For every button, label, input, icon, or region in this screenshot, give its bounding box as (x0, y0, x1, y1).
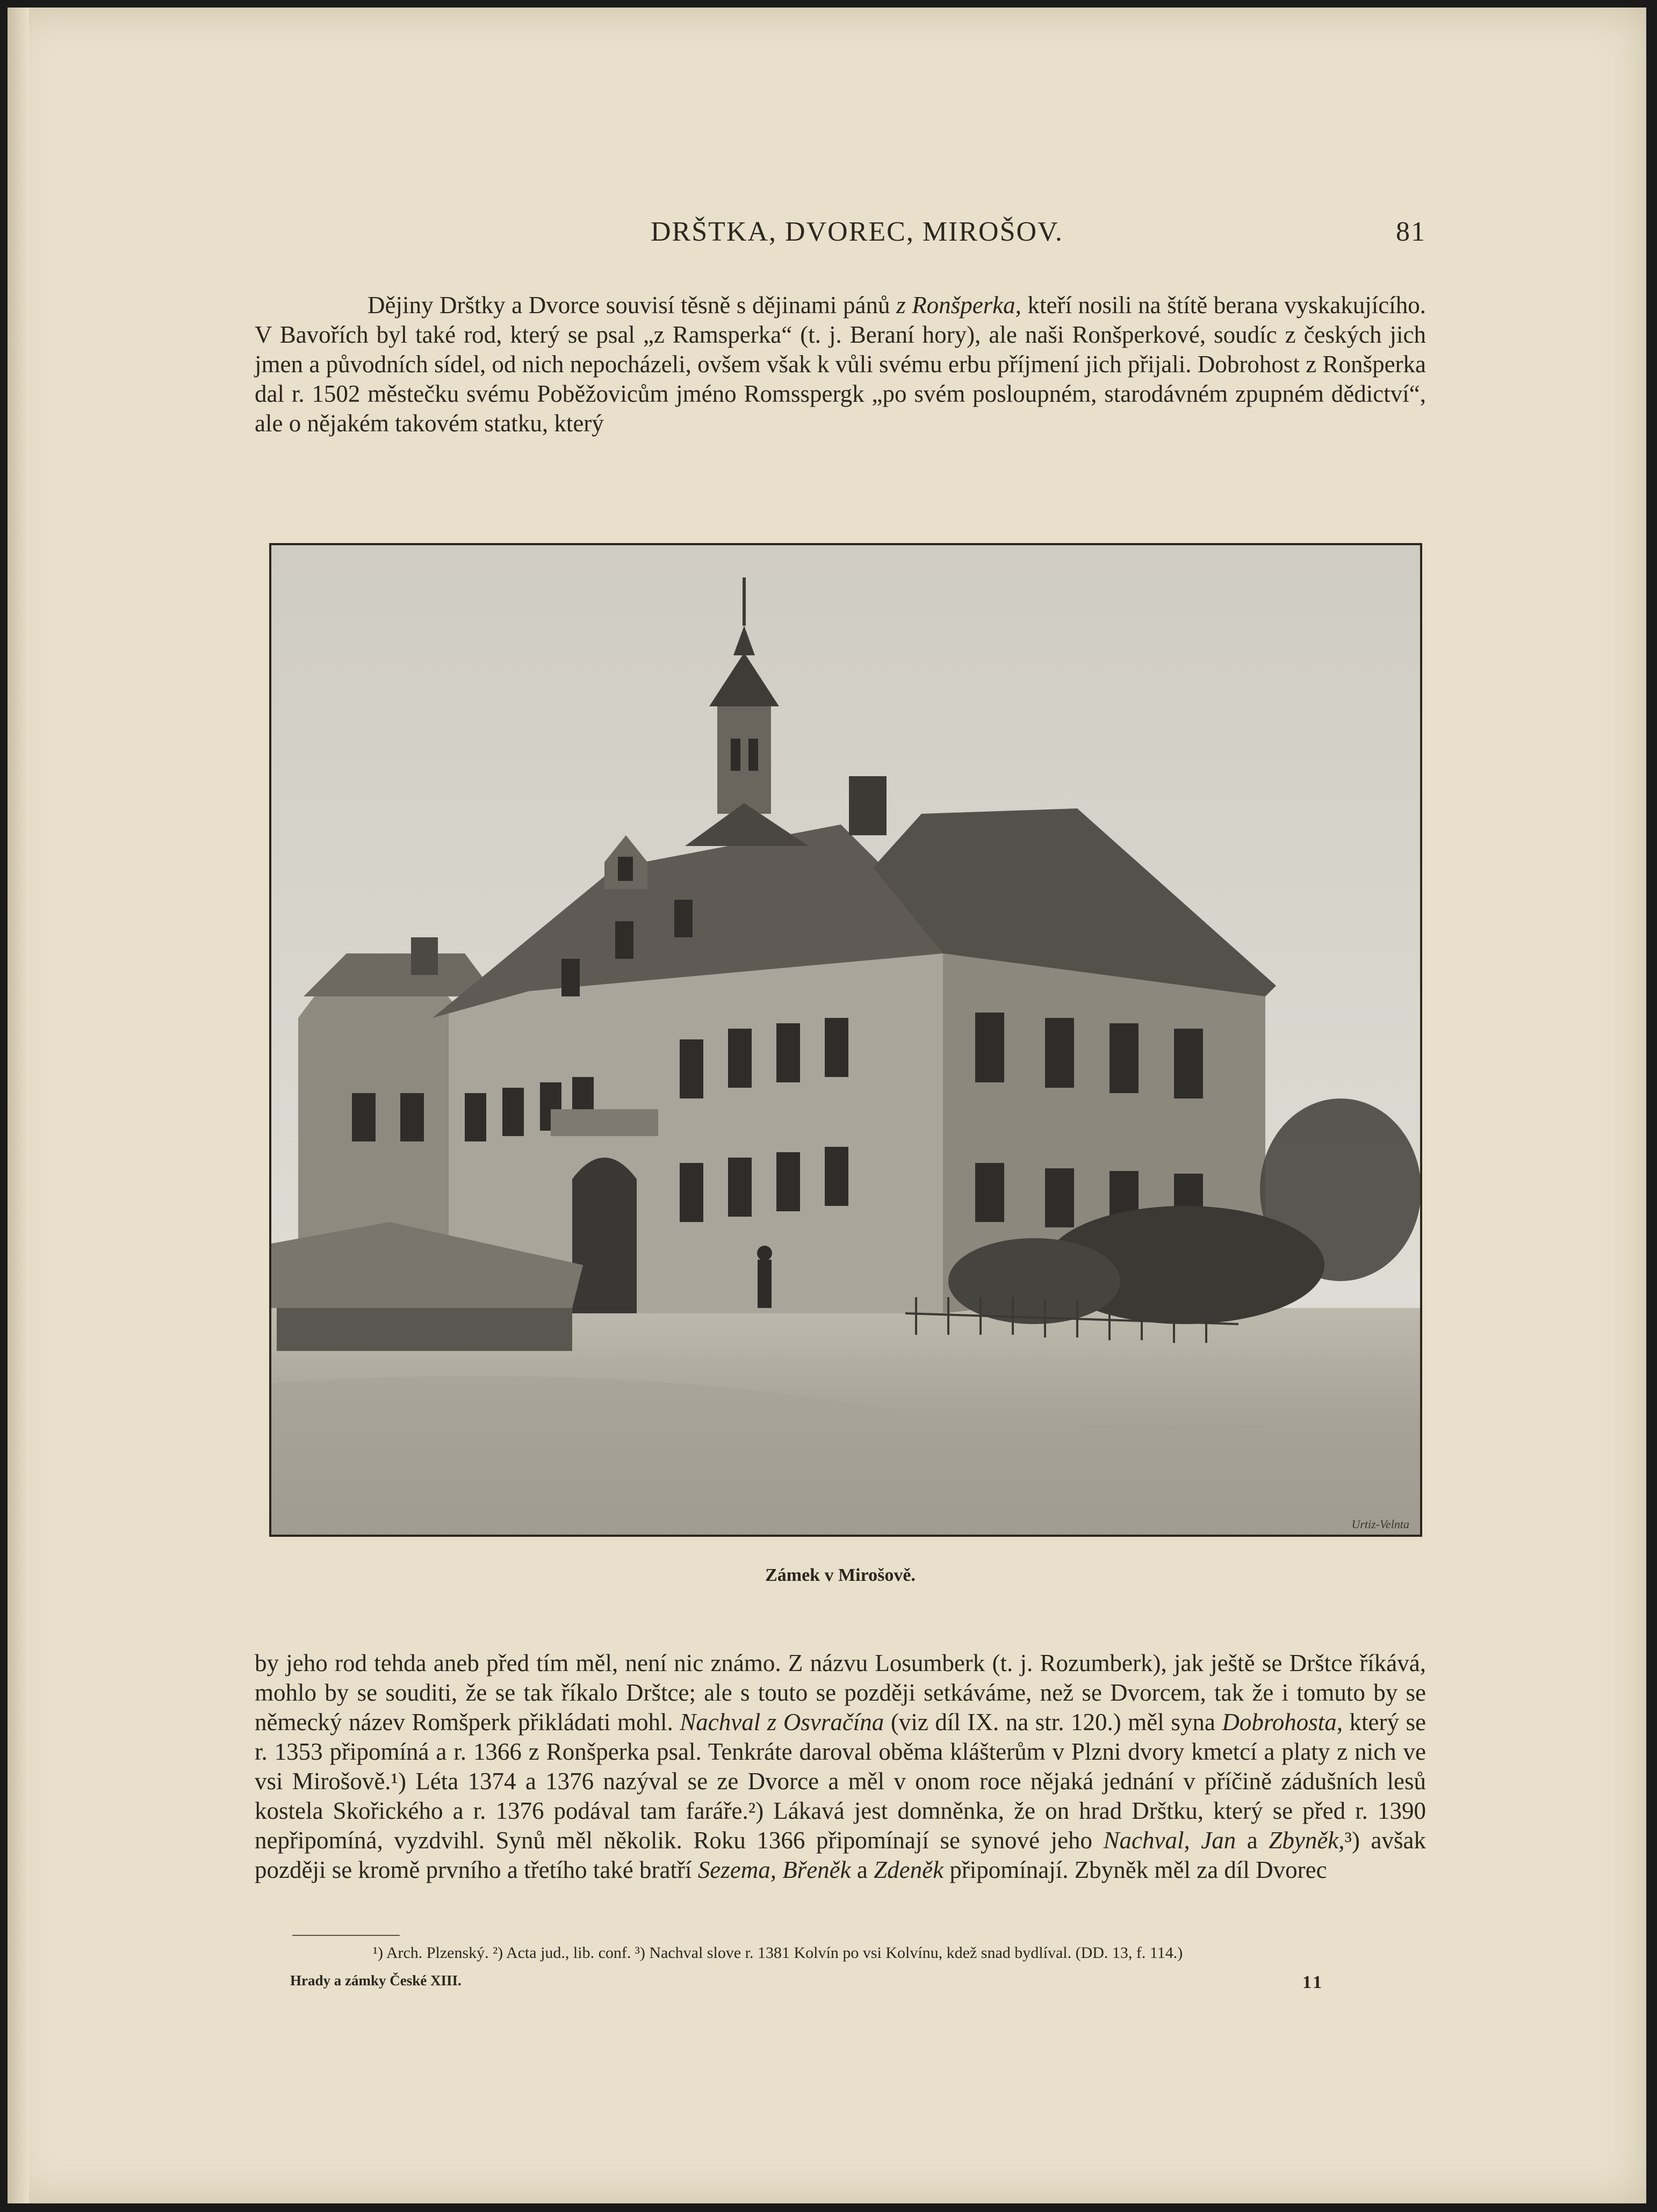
italic-name: z Ronšperka, (896, 292, 1021, 319)
text-run: kteří nosili na štítě berana vyskakujícího. V Bavořích byl také rod, který se psal „z Ramsperka“ (t. j. Beraní hory), ale naši Ronšperkové, soudíc z českých jich jmen a původních sídel, od nich nepocházeli, ovšem však k vůli svému erbu příjmení jich přijali. Dobrohost z Ronšperka dal r. 1502 městečku svému Poběžovicům jméno Romsspergk „po svém posloupném, starodávném zpupném dědictví“, ale o nějakém takovém statku, který (255, 292, 1426, 437)
footnotes: ¹) Arch. Plzenský. ²) Acta jud., lib. conf. ³) Nachval slove r. 1381 Kolvín po vsi Kolvínu, kdež snad bydlíval. (DD. 13, f. 114.) (373, 1944, 1183, 1962)
italic-name: Nachval, Jan (1103, 1827, 1236, 1854)
signature-mark: Hrady a zámky České XIII. (290, 1972, 462, 1989)
italic-name: Zbyněk, (1269, 1827, 1345, 1854)
running-title: DRŠTKA, DVOREC, MIROŠOV. (651, 216, 1063, 247)
book-page (8, 8, 1646, 2203)
footnote-rule (292, 1935, 400, 1936)
italic-name: Zdeněk (874, 1856, 944, 1883)
text-run: a (851, 1856, 874, 1883)
text-run: Dějiny Drštky a Dvorce souvisí těsně s dějinami pánů (368, 292, 897, 319)
text-run: připomínají. Zbyněk měl za díl Dvorec (943, 1856, 1327, 1883)
text-run: (viz díl IX. na str. 120.) měl syna (884, 1709, 1222, 1736)
text-run: ³) avšak později se kromě prvního a třetího také bratří (255, 1827, 1427, 1883)
artist-signature: Urtiz-Velnta (1351, 1517, 1409, 1531)
paragraph-top (255, 291, 1426, 438)
figure-caption: Zámek v Mirošově. (765, 1565, 916, 1585)
text-run: by jeho rod tehda aneb před tím měl, není nic známo. Z názvu Losumberk (t. j. Rozumberk), jak ještě se Drštce říkává, mohlo by se souditi, že se tak říkalo Drštce; ale s touto se později setkáváme, než se Dvorcem, tak že i tomuto by se německý název Romšperk přikládati mohl. (255, 1650, 1426, 1736)
text-run: a (1236, 1827, 1269, 1854)
italic-name: Nachval z Osvračína (680, 1709, 884, 1736)
page-number: 81 (1396, 216, 1426, 247)
signature-number: 11 (1302, 1972, 1324, 1992)
italic-name: Dobrohosta, (1222, 1709, 1343, 1736)
page-spine-shadow (8, 8, 29, 2203)
text-run: který se r. 1353 připomíná a r. 1366 z Ronšperka psal. Tenkráte daroval oběma klášterům v Plzni dvory kmetcí a platy z nich ve vsi Mirošově.¹) Léta 1374 a 1376 nazýval se ze Dvorce a měl v onom roce nějaká jednání v příčině zádušních lesů kostela Skořického a r. 1376 podával tam faráře.²) Lákavá jest domněnka, že on hrad Drštku, který se před r. 1390 nepřipomíná, vyzdvihl. Synů měl několik. Roku 1366 připomínají se synové jeho (255, 1709, 1427, 1854)
paragraph-bottom (255, 1649, 1426, 1885)
castle-illustration (269, 543, 1422, 1537)
italic-name: Sezema, Břeněk (697, 1856, 851, 1883)
